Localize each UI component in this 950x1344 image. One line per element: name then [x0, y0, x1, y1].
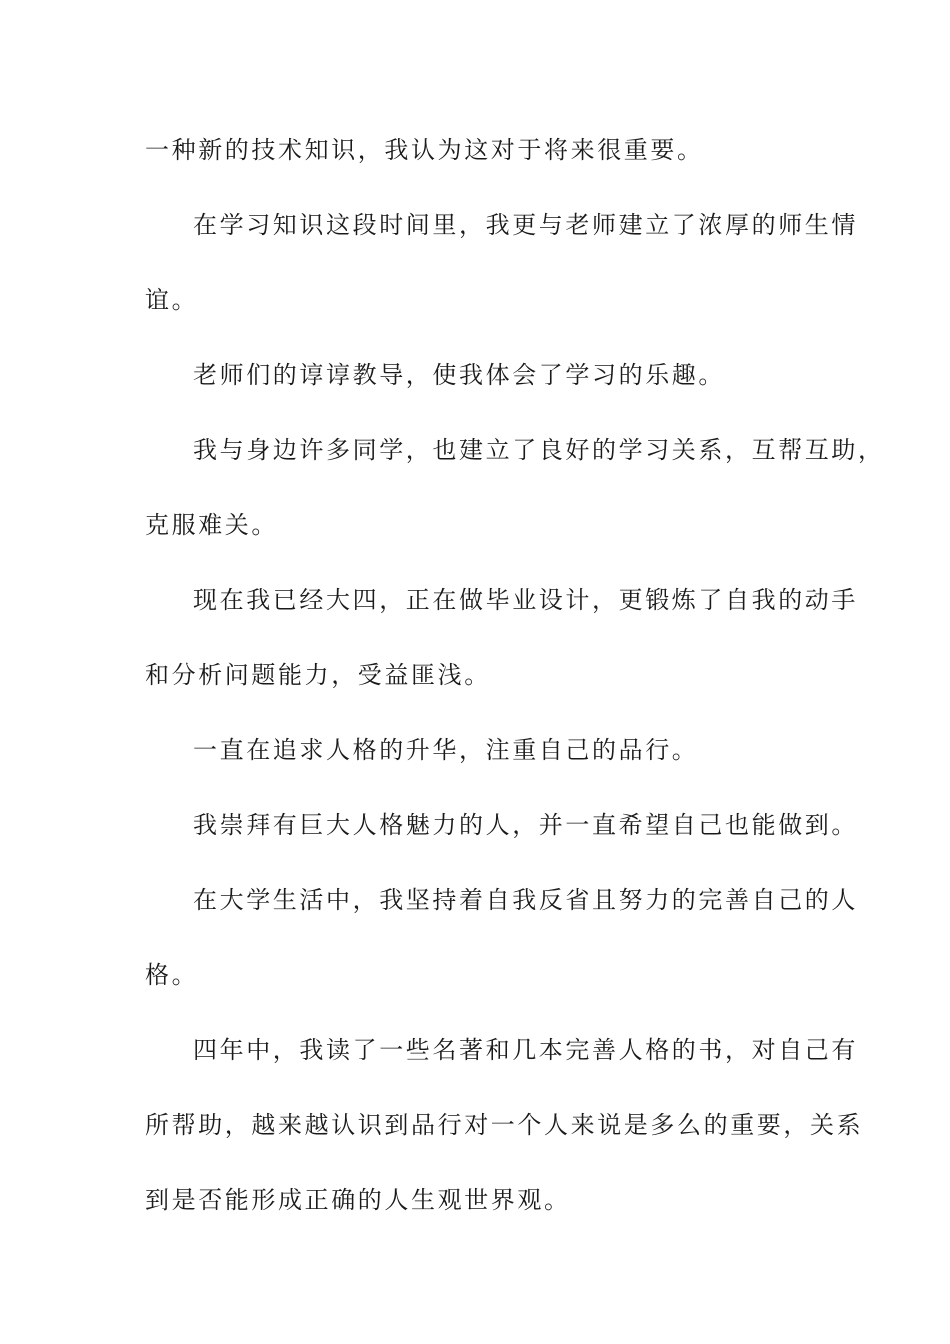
paragraph-line: 我与身边许多同学，也建立了良好的学习关系，互帮互助， — [193, 436, 885, 464]
paragraph-line: 在学习知识这段时间里，我更与老师建立了浓厚的师生情 — [193, 211, 858, 239]
paragraph-line: 现在我已经大四，正在做毕业设计，更锻炼了自我的动手 — [193, 586, 858, 614]
paragraph-line: 四年中，我读了一些名著和几本完善人格的书，对自己有 — [193, 1036, 858, 1064]
text-line: 克服难关。 — [145, 511, 278, 539]
paragraph-line: 我崇拜有巨大人格魅力的人，并一直希望自己也能做到。 — [193, 811, 858, 839]
text-line: 所帮助，越来越认识到品行对一个人来说是多么的重要，关系 — [145, 1111, 864, 1139]
text-line: 格。 — [145, 961, 199, 989]
text-line: 谊。 — [145, 286, 199, 314]
paragraph-line: 一直在追求人格的升华，注重自己的品行。 — [193, 736, 699, 764]
paragraph-line: 在大学生活中，我坚持着自我反省且努力的完善自己的人 — [193, 886, 858, 914]
text-line: 和分析问题能力，受益匪浅。 — [145, 661, 491, 689]
paragraph-line: 老师们的谆谆教导，使我体会了学习的乐趣。 — [193, 361, 725, 389]
text-line: 到是否能形成正确的人生观世界观。 — [145, 1186, 571, 1214]
text-line: 一种新的技术知识，我认为这对于将来很重要。 — [145, 136, 704, 164]
